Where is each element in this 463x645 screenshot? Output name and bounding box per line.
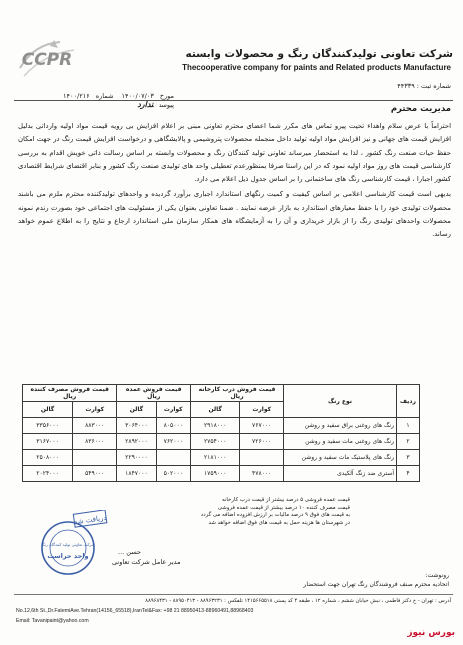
logo-lettering: CCPR <box>21 50 73 70</box>
registration-number <box>397 82 451 90</box>
header-gallon: گالن <box>23 402 73 418</box>
signatory-title: مدیر عامل شرکت تعاونی <box>112 558 181 566</box>
row-number: ۲ <box>397 434 420 450</box>
consumer-gallon: ۲۰۲۴۰۰۰ <box>23 466 73 482</box>
note-item: به قیمت های فوق ۹ درصد مالیات بر ارزش افزوده اضافه می گردد <box>200 512 350 519</box>
number-value: ۱۴۰۰/۲۱۶ <box>63 92 90 100</box>
header-wholesale-price: قیمت فروش عمده ریال <box>117 385 191 402</box>
wholesale-gallon: ۲۲۹۰۰۰۰ <box>117 450 156 466</box>
table-row <box>23 418 420 434</box>
received-stamp <box>34 510 108 580</box>
wholesale-quart: ۷۶۲۰۰۰ <box>156 434 191 450</box>
factory-quart <box>240 450 284 466</box>
registration-value: ۴۴۳۳۹ <box>397 82 415 90</box>
consumer-quart <box>73 450 117 466</box>
wholesale-quart <box>156 450 191 466</box>
paint-name: رنگ های روغنی مات سفید و روشن <box>284 434 397 450</box>
paint-name: رنگ های روغنی براق سفید و روشن <box>284 418 397 434</box>
factory-quart: ۷۶۷۰۰۰ <box>240 418 284 434</box>
header-gallon: گالن <box>191 402 240 418</box>
signatory-name: حسن ... <box>118 548 142 556</box>
stamp-ring-text: شرکت تعاونی تولید کنندگان رنگ <box>41 542 95 547</box>
salutation: مدیریت محترم <box>390 104 451 114</box>
header-quart: کوارت <box>156 402 191 418</box>
note-item: قیمت عمده فروشی ۵ درصد بیشتر از قیمت درب کارخانه <box>221 497 350 503</box>
price-notes <box>110 497 350 527</box>
address-english: No.12,6th St.,Dr.FatemiAve.Tehran(14156_65518),IranTel&Fax: +98 21 88950413-88960491,88968403 <box>16 608 254 614</box>
price-table <box>22 384 420 482</box>
factory-gallon: ۱۷۵۹۰۰۰ <box>191 466 240 482</box>
letter-body <box>18 120 451 242</box>
registration-label: شماره ثبت : <box>416 82 451 90</box>
header-factory-price: قیمت فروش درب کارخانه ریال <box>191 385 284 402</box>
factory-quart: ۴۷۸۰۰۰ <box>240 466 284 482</box>
attachment-value: ندارد <box>137 100 154 109</box>
consumer-gallon: ۳۱۶۷۰۰۰ <box>23 434 73 450</box>
factory-gallon: ۲۹۱۸۰۰۰ <box>191 418 240 434</box>
header-consumer-price: قیمت فروش مصرف کننده ریال <box>23 385 117 402</box>
table-row <box>23 434 420 450</box>
factory-gallon: ۲۱۸۱۰۰۰ <box>191 450 240 466</box>
note-item: قیمت مصرف کننده ۱۰ درصد بیشتر از قیمت عمده فروشی <box>217 504 350 511</box>
stamp-bottom-text: واحد حراست <box>47 552 89 560</box>
note-item: در شهرستان ها هزینه حمل به قیمت های فوق اضافه خواهد شد <box>208 519 350 526</box>
paint-name: آستری ضد زنگ آلکیدی <box>284 466 397 482</box>
number-label: شماره <box>95 92 114 100</box>
date-value: ۱۴۰۰/۰۷/۰۳ <box>121 92 154 100</box>
stamp-top-text: دریافت شد <box>73 513 107 527</box>
wholesale-gallon: ۳۰۶۴۰۰۰ <box>117 418 156 434</box>
company-name-english: Thecooperative company for paints and Related products Manufacture <box>182 63 451 72</box>
header-gallon: گالن <box>117 402 156 418</box>
header-quart: کوارت <box>73 402 117 418</box>
wholesale-quart: ۵۰۲۰۰۰ <box>156 466 191 482</box>
wholesale-quart: ۸۰۵۰۰۰ <box>156 418 191 434</box>
header-divider <box>14 100 453 101</box>
row-number: ۱ <box>397 418 420 434</box>
row-number: ۳ <box>397 450 420 466</box>
paint-name: رنگ های پلاستیک مات سفید و روشن <box>284 450 397 466</box>
header-row-no: ردیف <box>397 385 420 418</box>
wholesale-gallon: ۱۸۴۷۰۰۰ <box>117 466 156 482</box>
date-label: مورخ <box>159 92 174 100</box>
wholesale-gallon: ۲۸۹۲۰۰۰ <box>117 434 156 450</box>
consumer-gallon: ۳۳۵۶۰۰۰ <box>23 418 73 434</box>
copy-recipient: اتحادیه محترم صنف فروشندگان رنگ تهران جهت استحضار <box>303 581 449 588</box>
watermark: بورس نیوز <box>407 628 455 638</box>
company-name-persian: شرکت تعاونی تولیدکنندگان رنگ و محصولات وابسته <box>185 48 453 60</box>
factory-quart: ۷۲۶۰۰۰ <box>240 434 284 450</box>
address-persian: آدرس : تهران - خ دکتر فاطمی ، نبش خیابان ششم ، شماره ۱۲ ، طبقه ۴ کد پستی ۱۴۱۵۶۶۵۵۱۸ تلفکس : ۸۸۹۶۳۲۳۱ - ۸۸۹۵۰۴۱۳ - ۸۸۹۶۸۴۳۱ <box>145 598 451 604</box>
consumer-quart: ۵۴۹۰۰۰ <box>73 466 117 482</box>
copy-label: رونوشت: <box>425 572 449 579</box>
factory-gallon: ۲۷۵۴۰۰۰ <box>191 434 240 450</box>
consumer-quart: ۸۳۶۰۰۰ <box>73 434 117 450</box>
table-header-row <box>23 385 420 402</box>
consumer-gallon: ۲۵۰۸۰۰۰ <box>23 450 73 466</box>
header-quart: کوارت <box>240 402 284 418</box>
attachment-label: پیوست <box>159 101 174 109</box>
body-paragraph-2: بدیهی است قیمت کارشناسی اعلامی بر اساس کیفیت و کمیت رنگهای استاندارد اجباری برآورد گردیده و واحدهای تولیدکننده محترم ملزم می باشند محصولات تولیدی خود را با حفظ معیارهای استاندارد به بازار عرضه نمایند . ضمنا تعاونی بعنوان یکی از مسئولیت های اجتماعی خود بصورت رندم نمونه محصولات واحدهای تولیدی رنگ را از بازار خریداری و آن را به آزمایشگاه های همکار سازمان ملی استاندارد ارجاع و نتایج را به اطلاع عموم خواهد رساند. <box>18 190 451 239</box>
header-paint-type: نوع رنگ <box>284 385 397 418</box>
consumer-quart: ۸۸۳۰۰۰ <box>73 418 117 434</box>
row-number: ۴ <box>397 466 420 482</box>
table-row <box>23 450 420 466</box>
body-paragraph-1: احتراماً با عرض سلام واهداء تحیت پیرو تماس های مکرر شما اعضای محترم تعاونی مبنی بر اعلام افزایش بی رویه قیمت مواد اولیه وارداتی بدلیل افزایش قیمت های جهانی و نیز افزایش مواد اولیه تولید داخل منجمله محصولات پتروشیمی و پالایشگاهی و درخواست افزایش قیمت رنگ در جهت امکان حفظ حیات صنعت رنگ کشور ، لذا به استحضار میرساند تعاونی تولید کنندگان رنگ و محصولات وابسته بر اساس رسالت ذاتی خویش اقدام به بررسی کارشناسی قیمت های روز مواد اولیه نمود که در این راستا صرفا بمنظورعدم تعطیلی واحد های تولیدی صنعت رنگ کشور و بنابر اقتضای شرایط اقتصادی کشور اجبارا ، قیمت کارشناسی رنگ های ساختمانی را بر اساس جدول ذیل اعلام می دارد. <box>18 122 451 184</box>
footer-divider <box>14 594 453 595</box>
email-line: Email: Tavanipaint@yahoo.com <box>16 618 89 624</box>
table-row <box>23 466 420 482</box>
